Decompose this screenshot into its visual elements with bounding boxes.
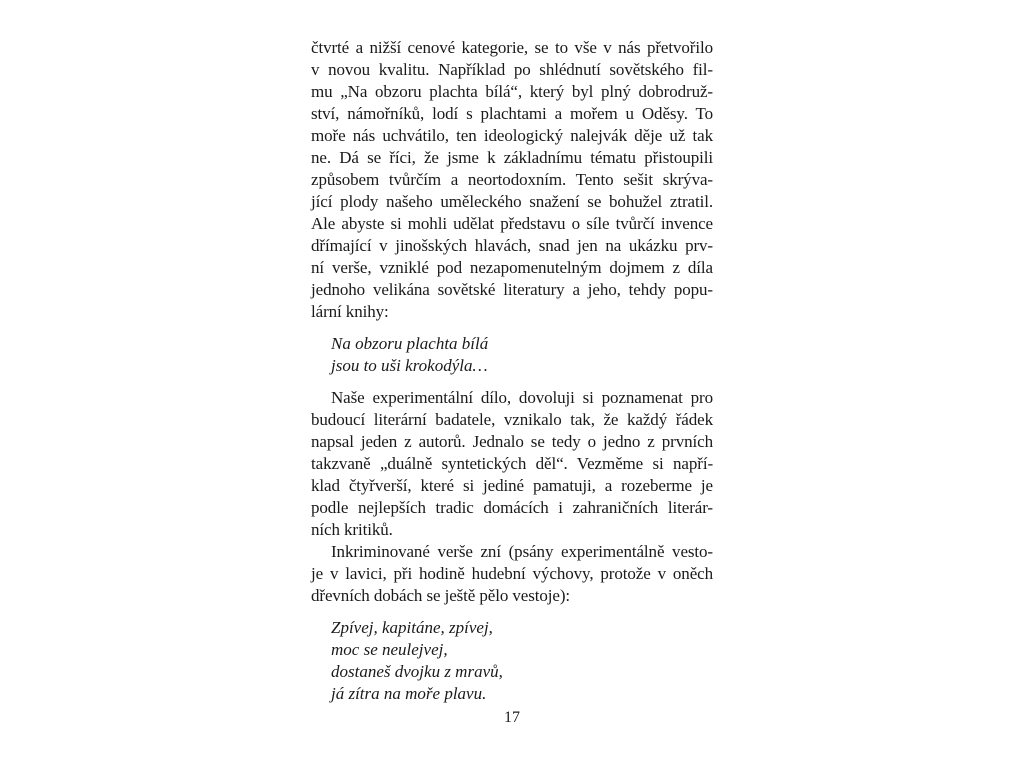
paragraph-line: budoucí literární badatele, vznikalo tak, že každý řádek xyxy=(311,410,713,429)
paragraph-line: čtvrté a nižší cenové kategorie, se to vše v nás přetvořilo xyxy=(311,38,713,57)
paragraph-line: takzvaně „duálně syntetických děl“. Vezměme si napří- xyxy=(311,454,713,473)
paragraph-line: moře nás uchvátilo, ten ideologický nalejvák děje už tak xyxy=(311,126,713,145)
paragraph-line: Ale abyste si mohli udělat představu o síle tvůrčí invence xyxy=(311,214,713,233)
verse-line: jsou to uši krokodýla… xyxy=(331,356,488,375)
paragraph-line: jednoho velikána sovětské literatury a jeho, tehdy popu- xyxy=(311,280,713,299)
paragraph-line: lární knihy: xyxy=(311,302,389,321)
paragraph-line: jící plody našeho uměleckého snažení se bohužel ztratil. xyxy=(311,192,713,211)
paragraph-line: dřevních dobách se ještě pělo vestoje): xyxy=(311,586,571,605)
verse-line: Zpívej, kapitáne, zpívej, xyxy=(331,618,493,637)
paragraph-line: Inkriminované verše zní (psány experimentálně vesto- xyxy=(331,542,713,561)
paragraph-line: Naše experimentální dílo, dovoluji si poznamenat pro xyxy=(331,388,713,407)
page-number: 17 xyxy=(504,709,520,726)
verse-line: moc se neulejvej, xyxy=(331,640,448,659)
paragraph-line: v novou kvalitu. Například po shlédnutí sovětského fil- xyxy=(311,60,713,79)
book-page xyxy=(311,38,713,738)
paragraph-line: je v lavici, při hodině hudební výchovy, protože v oněch xyxy=(311,564,713,583)
paragraph-line: klad čtyřverší, které si jediné pamatuji, a rozeberme je xyxy=(311,476,713,495)
paragraph-line: ní verše, vzniklé pod nezapomenutelným dojmem z díla xyxy=(311,258,713,277)
verse-line: Na obzoru plachta bílá xyxy=(331,334,489,353)
paragraph-line: způsobem tvůrčím a neortodoxním. Tento sešit skrýva- xyxy=(311,170,713,189)
paragraph-line: napsal jeden z autorů. Jednalo se tedy o jedno z prvních xyxy=(311,432,713,451)
paragraph-line: podle nejlepších tradic domácích i zahraničních literár- xyxy=(311,498,713,517)
paragraph-line: ních kritiků. xyxy=(311,520,393,539)
paragraph-line: ne. Dá se říci, že jsme k základnímu tématu přistoupili xyxy=(311,148,713,167)
paragraph-line: dřímající v jinošských hlavách, snad jen na ukázku prv- xyxy=(311,236,713,255)
verse-line: dostaneš dvojku z mravů, xyxy=(331,662,503,681)
paragraph-line: ství, námořníků, lodí s plachtami a mořem u Oděsy. To xyxy=(311,104,713,123)
verse-line: já zítra na moře plavu. xyxy=(331,684,487,703)
paragraph-line: mu „Na obzoru plachta bílá“, který byl plný dobrodruž- xyxy=(311,82,713,101)
